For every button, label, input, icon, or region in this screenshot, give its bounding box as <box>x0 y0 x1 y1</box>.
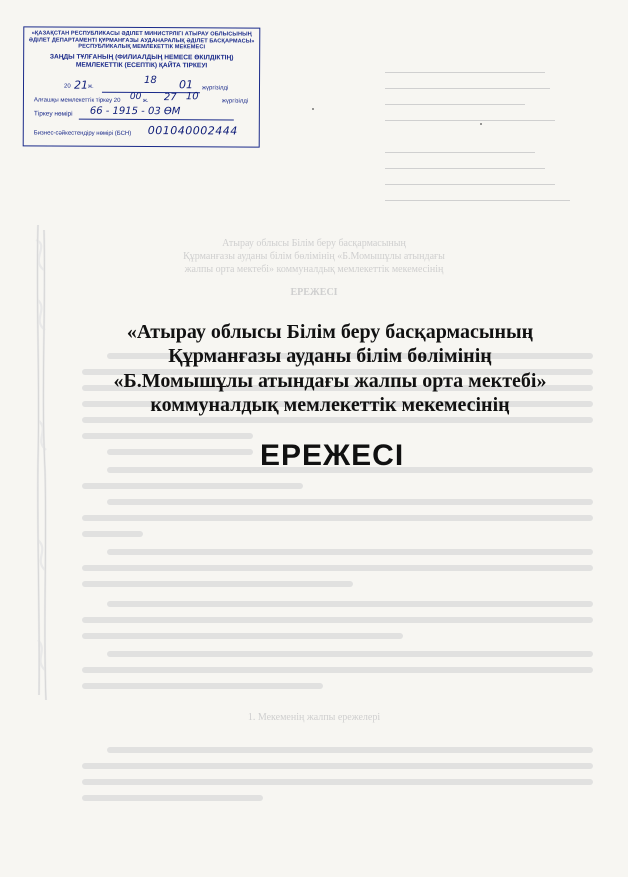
bin-value: 001040002444 <box>147 124 238 138</box>
faded-line <box>385 120 555 121</box>
speck <box>312 108 314 110</box>
initial-year: 00 <box>129 91 142 102</box>
faded-line <box>385 104 525 105</box>
title-line-1: «Атырау облысы Білім беру басқармасының <box>126 321 534 343</box>
faded-line <box>385 152 535 153</box>
initial-day: 27 <box>163 92 177 104</box>
faded-line <box>385 200 570 201</box>
stamp-header-line: «ҚАЗАҚСТАН РЕСПУБЛИКАСЫ ӘДІЛЕТ МИНИСТРЛІГІ АТЫРАУ ОБЛЫСЫНЫҢ <box>31 30 252 38</box>
reregistration-suffix: жүргізілді <box>201 85 229 92</box>
reg-number-label: Тіркеу нөмірі <box>33 110 73 118</box>
initial-suffix: жүргізілді <box>221 98 249 105</box>
ghost-heading-line: ЕРЕЖЕСІ <box>290 287 338 298</box>
reregistration-day: 18 <box>144 75 157 87</box>
stamp-header-line: РЕСПУБЛИКАЛЫҚ МЕМЛЕКЕТТІК МЕКЕМЕСІ <box>78 43 206 51</box>
faded-line <box>385 72 545 73</box>
ghost-section-title: 1. Мекеменің жалпы ережелері <box>247 712 381 723</box>
ghost-heading-line: жалпы орта мектебі» коммуналдық мемлекеттік мекемесінің <box>184 264 444 275</box>
ghost-heading-line: Атырау облысы Білім беру басқармасының <box>222 238 406 249</box>
registration-stamp <box>23 26 261 147</box>
reregistration-prefix: 20 <box>63 83 71 90</box>
faded-line <box>385 184 555 185</box>
title-line-4: коммуналдық мемлекеттік мекемесінің <box>150 394 510 416</box>
bin-label: Бизнес-сәйкестендіру нөмірі (БСН) <box>33 130 132 137</box>
document-name: ЕРЕЖЕСІ <box>260 439 405 472</box>
title-line-2: Құрманғазы ауданы білім бөлімінің <box>168 345 492 367</box>
title-line-3: «Б.Момышұлы атындағы жалпы орта мектебі» <box>113 370 547 392</box>
stamp-registration-line: МЕМЛЕКЕТТІК (ЕСЕПТІК) ҚАЙТА ТІРКЕУІ <box>75 61 208 70</box>
reregistration-month: 01 <box>178 78 194 92</box>
reg-number-underline <box>79 119 234 121</box>
reg-number-value: 66 - 1915 - 03 ӨМ <box>89 105 181 118</box>
reregistration-year: 21 <box>73 78 89 92</box>
stamp-header <box>24 30 259 51</box>
faded-line <box>385 168 545 169</box>
speck <box>480 123 482 125</box>
initial-month: 10 <box>185 91 199 103</box>
stamp-registration-line: ЗАҢДЫ ТҰЛҒАНЫҢ (ФИЛИАЛДЫҢ НЕМЕСЕ ӨКІЛДІКТІҢ) <box>49 53 234 62</box>
stamp-registration-title <box>24 53 259 70</box>
initial-mid: ж. <box>142 98 149 105</box>
reregistration-mid: ж. <box>87 83 94 90</box>
faded-line <box>385 88 550 89</box>
initial-registration-label: Алғашқы мемлекеттік тіркеу 20 <box>33 97 121 104</box>
ghost-heading-line: Құрманғазы ауданы білім бөлімінің «Б.Момышұлы атындағы <box>183 251 445 262</box>
stamp-header-line: ӘДІЛЕТ ДЕПАРТАМЕНТІ ҚҰРМАНҒАЗЫ АУДАНАРАЛЫҚ ӘДІЛЕТ БАСҚАРМАСЫ» <box>28 37 255 45</box>
